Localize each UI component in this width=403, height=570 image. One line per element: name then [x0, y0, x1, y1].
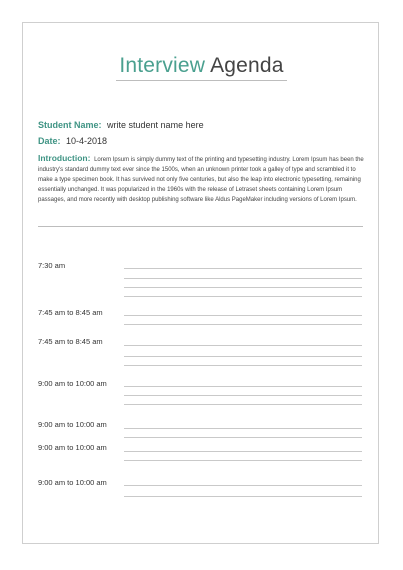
student-name-label: Student Name: [38, 120, 102, 130]
agenda-line[interactable] [124, 395, 362, 396]
date-label: Date: [38, 136, 61, 146]
intro-text: Lorem Ipsum is simply dummy text of the printing and typesetting industry. Lorem Ipsum has been the industry's standard dummy text ever since the 1500s, when an unknown printer took a galley of type and scrambled it to make a type specimen book. It has survived not only five centuries, but also the leap into electronic typesetting, remaining essentially unchanged. It was popularized in the 1960s with the release of Letraset sheets containing Lorem Ipsum passages, and more recently with desktop publishing software like Aldus PageMaker including versions of Lorem Ipsum. [38, 157, 364, 203]
date-field [38, 136, 107, 146]
agenda-line[interactable] [124, 365, 362, 366]
agenda-line[interactable] [124, 356, 362, 357]
agenda-line[interactable] [124, 386, 362, 387]
intro-label: Introduction: [38, 153, 91, 163]
student-name-value[interactable]: write student name here [107, 120, 204, 130]
agenda-line[interactable] [124, 287, 362, 288]
agenda-time: 9:00 am to 10:00 am [38, 379, 107, 388]
agenda-time: 9:00 am to 10:00 am [38, 443, 107, 452]
agenda-line[interactable] [124, 428, 362, 429]
agenda-time: 7:30 am [38, 261, 66, 270]
agenda-time: 9:00 am to 10:00 am [38, 478, 107, 487]
title-accent: Interview [119, 54, 206, 77]
page-title [0, 54, 403, 78]
agenda-line[interactable] [124, 404, 362, 405]
agenda-line[interactable] [124, 437, 362, 438]
title-rest: Agenda [210, 54, 284, 77]
agenda-line[interactable] [124, 268, 362, 269]
agenda-line[interactable] [124, 315, 362, 316]
agenda-line[interactable] [124, 485, 362, 486]
page-border [22, 22, 379, 544]
agenda-time: 9:00 am to 10:00 am [38, 420, 107, 429]
date-value[interactable]: 10-4-2018 [66, 136, 108, 146]
agenda-time: 7:45 am to 8:45 am [38, 337, 103, 346]
introduction [38, 153, 366, 205]
agenda-line[interactable] [124, 324, 362, 325]
section-divider [38, 226, 363, 227]
agenda-time: 7:45 am to 8:45 am [38, 308, 103, 317]
agenda-line[interactable] [124, 296, 362, 297]
agenda-line[interactable] [124, 278, 362, 279]
agenda-line[interactable] [124, 496, 362, 497]
agenda-line[interactable] [124, 345, 362, 346]
title-underline [116, 80, 287, 81]
agenda-line[interactable] [124, 451, 362, 452]
student-name-field [38, 120, 204, 130]
agenda-line[interactable] [124, 460, 362, 461]
